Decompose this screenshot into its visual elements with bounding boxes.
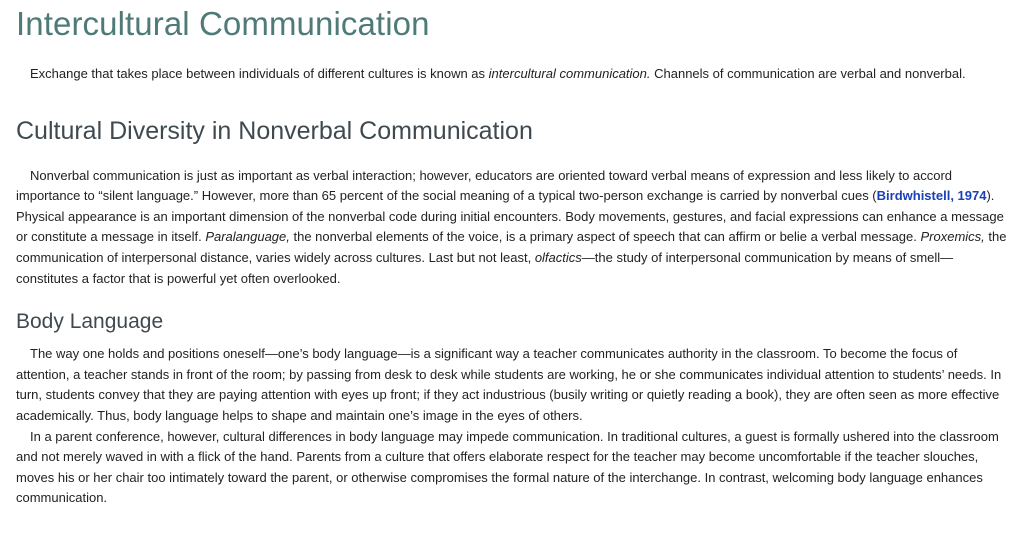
intro-paragraph (16, 64, 1014, 85)
body-language-paragraph-2: In a parent conference, however, cultural differences in body language may impede communication. In traditional cultures, a guest is formally ushered into the classroom and not merely waved in with a flick of the hand. Parents from a culture that offers elaborate respect for the teacher may become uncomfortable if the teacher slouches, moves his or her chair too intimately toward the parent, or otherwise compromises the formal nature of the interchange. In contrast, welcoming body language enhances communication. (16, 428, 999, 506)
nonverbal-text-4: the communication of interpersonal distance, varies widely across cultures. Last but not least, (16, 229, 1007, 265)
term-proxemics: Proxemics, (920, 229, 985, 245)
body-language-paragraph-1: The way one holds and positions oneself—one’s body language—is a significant way a teacher communicates authority in the classroom. To become the focus of attention, a teacher stands in front of the room; by passing from desk to desk while students are working, he or she communicates individual attention to students’ needs. In turn, students convey that they are paying attention with eyes up front; if they act industrious (busily writing or quietly reading a book), they are often seen as more effective academically. Thus, body language helps to shape and maintain one’s image in the eyes of others. (16, 346, 1002, 423)
term-olfactics: olfactics (534, 249, 582, 265)
nonverbal-text-3: the nonverbal elements of the voice, is a primary aspect of speech that can affirm or belie a verbal message. (289, 229, 921, 245)
term-paralanguage: Paralanguage, (205, 229, 290, 245)
nonverbal-paragraph (16, 166, 1014, 290)
citation-link[interactable]: Birdwhistell, 1974 (876, 188, 987, 204)
nonverbal-text-1: Nonverbal communication is just as important as verbal interaction; however, educators are oriented toward verbal means of expression and less likely to accord importance to “silent language.” However, more than 65 percent of the social meaning of a typical two-person exchange is carried by nonverbal cues ( (16, 167, 953, 204)
nonverbal-text-2: ). Physical appearance is an important dimension of the nonverbal code during initial encounters. Body movements, gestures, and facial expressions can enhance a message or constitute a message in itself. (16, 188, 1004, 245)
nonverbal-text-5: —the study of interpersonal communication by means of smell—constitutes a factor that is powerful yet often overlooked. (16, 249, 954, 286)
intro-text-post: Channels of communication are verbal and nonverbal. (650, 66, 966, 81)
intro-text-pre: Exchange that takes place between individuals of different cultures is known as (30, 66, 489, 81)
section-heading-body-language: Body Language (16, 310, 164, 334)
section-heading-nonverbal: Cultural Diversity in Nonverbal Communication (16, 116, 533, 145)
intro-term: intercultural communication. (488, 66, 651, 81)
page-title: Intercultural Communication (16, 5, 430, 42)
